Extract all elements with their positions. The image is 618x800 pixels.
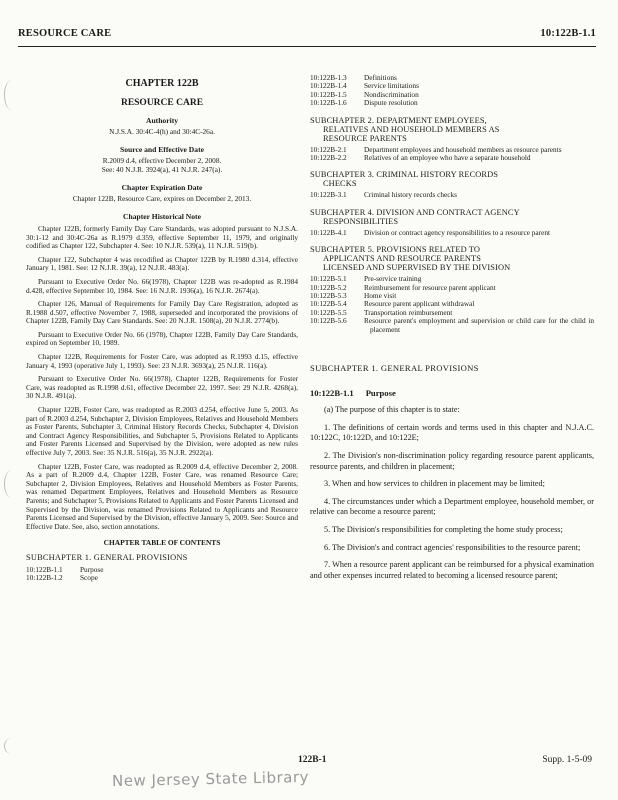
- toc-entry-title: Criminal history records checks: [364, 190, 458, 200]
- historical-note-heading: Chapter Historical Note: [123, 212, 201, 222]
- historical-note-paragraph: Pursuant to Executive Order No. 66(1978), Chapter 122B was re-adopted as R.1984 d.428, effective September 10, 1984. See: 16 N.J.R. 1936(a), 16 N.J.R. 2674(a).: [26, 276, 298, 295]
- library-watermark: New Jersey State Library: [111, 767, 310, 791]
- toc-subchapter-5-line-2: APPLICANTS AND RESOURCE PARENTS: [323, 254, 481, 264]
- expiration-text: Chapter 122B, Resource Care, expires on December 2, 2013.: [72, 193, 252, 203]
- chapter-number: CHAPTER 122B: [125, 78, 199, 89]
- purpose-item: 5. The Division's responsibilities for completing the home study process;: [324, 525, 563, 535]
- toc-entry-title: Home visit: [364, 291, 397, 301]
- purpose-item: 7. When a resource parent applicant can be reimbursed for a physical examination and other expenses incurred related to becoming a licensed resource parent;: [310, 560, 594, 580]
- scan-margin-mark: [4, 80, 19, 110]
- toc-entry-number: 10:122B-3.1: [310, 190, 347, 200]
- toc-entry-number: 10:122B-5.1: [310, 274, 347, 284]
- toc-entry-title: Reimbursement for resource parent applicant: [364, 282, 496, 292]
- toc-entry-number: 10:122B-1.5: [310, 89, 347, 99]
- historical-note-paragraph: Pursuant to Executive Order No. 66(1978), Chapter 122B, Requirements for Foster Care, was readopted as R.1998 d.61, effective December 22, 1997. See: 29 N.J.R. 4268(a), 30 N.J.R. 491(a).: [26, 374, 298, 401]
- toc-entry-number: 10:122B-2.1: [310, 144, 347, 154]
- toc-subchapter-4: [310, 208, 594, 226]
- toc-entry: [310, 191, 594, 199]
- toc-entry-number: 10:122B-1.3: [310, 73, 347, 82]
- purpose-item: 4. The circumstances under which a Department employee, household member, or relative can become a resource parent;: [310, 496, 594, 517]
- toc-entry-number: 10:122B-1.2: [26, 572, 63, 582]
- toc-entry-title: Resource parent's employment and supervision or child care for the child in placement: [364, 316, 594, 334]
- toc-subchapter-3: [310, 170, 594, 188]
- purpose-intro: (a) The purpose of this chapter is to state:: [324, 405, 460, 415]
- toc-entry: [310, 229, 594, 237]
- section-number: 10:122B-1.1: [310, 387, 354, 398]
- historical-note-paragraph: Chapter 122B, formerly Family Day Care Standards, was adopted pursuant to N.J.S.A. 30:1-12 and 30:4C-26a as R.1979 d.359, effective September 11, 1979, and originally codified as Chapter 122, Subchapter 4. See: 10 N.J.R. 539(a), 11 N.J.R. 519(b).: [26, 223, 298, 251]
- toc-subchapter-4-line-2: RESPONSIBILITIES: [323, 216, 399, 226]
- toc-subchapter-2-line-3: RESOURCE PARENTS: [323, 133, 407, 143]
- toc-entry-title: Transportation reimbursement: [364, 307, 453, 317]
- toc-subchapter-3-line-2: CHECKS: [323, 179, 357, 189]
- toc-entry-title: Resource parent applicant withdrawal: [364, 299, 475, 309]
- section-heading-purpose: [310, 389, 594, 398]
- toc-entry-title: Scope: [80, 572, 98, 582]
- purpose-item: 2. The Division's non-discrimination policy regarding resource parent applicants, resource parents, and children in placement;: [310, 451, 594, 471]
- toc-subchapter-2-line-2: RELATIVES AND HOUSEHOLD MEMBERS AS: [323, 124, 500, 134]
- toc-entry-number: 10:122B-5.4: [310, 299, 347, 309]
- chapter-title: RESOURCE CARE: [120, 97, 204, 108]
- purpose-item: 1. The definitions of certain words and terms used in this chapter and N.J.A.C. 10:122C, 10:122D, and 10:122E;: [310, 422, 594, 443]
- toc-entry-number: 10:122B-2.2: [310, 153, 347, 163]
- toc-subchapter-5: [310, 245, 594, 272]
- historical-note-paragraph: Chapter 122B, Foster Care, was readopted as R.2003 d.254, effective June 5, 2003. As part of R.2003 d.254, Subchapter 2, Division Employees, Relatives and Household Members as Foster Parents, Subchapter 3, Criminal History Records Checks, Subchapter 4, Division and Contract Agency Responsibilities, and Subchapter 5, Provisions Related to Applicants and Foster Parents Licensed and Supervised by the Division, were adopted as new rules effective July 7, 2003. See: 35 N.J.R. 516(a), 35 N.J.R. 2922(a).: [26, 405, 298, 457]
- toc-entry-number: 10:122B-5.2: [310, 282, 347, 292]
- scan-margin-mark: [4, 738, 19, 754]
- toc-entry: [310, 99, 594, 107]
- toc-entry-number: 10:122B-1.4: [310, 81, 347, 91]
- toc-entry: [26, 566, 298, 574]
- subchapter-1-heading: SUBCHAPTER 1. GENERAL PROVISIONS: [310, 363, 479, 374]
- toc-entry: [310, 284, 594, 292]
- toc-subchapter-3-line-1: SUBCHAPTER 3. CRIMINAL HISTORY RECORDS: [310, 170, 498, 180]
- toc-entry-title: Division or contract agency responsibilities to a resource parent: [364, 227, 551, 237]
- left-column: [26, 74, 298, 582]
- toc-entry-title: Dispute resolution: [364, 98, 418, 108]
- scan-margin-mark: [4, 470, 19, 498]
- historical-note-paragraph: Pursuant to Executive Order No. 66 (1978), Chapter 122B, Family Day Care Standards, expired on September 10, 1989.: [26, 329, 298, 348]
- section-title: Purpose: [365, 387, 396, 398]
- historical-note-paragraph: Chapter 122B, Foster Care, was readopted as R.2009 d.4, effective December 2, 2008. As a part of R.2009 d.4, Chapter 122B, Foster Care, was renamed Resource Care; Subchapter 2, Division Employees, Relatives and Household Members as Foster Parents, was renamed Department Employees, Relatives and Household Members as Resource Parents; and Subchapter 5, Provisions Related to Applicants and Foster Parents Licensed and Supervised by the Division, was renamed Provisions Related to Applicants and Resource Parents Licensed and Supervised by the Division, effective January 5, 2009. See: Source and Effective Date. See, also, section annotations.: [26, 461, 298, 531]
- right-column: [310, 74, 594, 581]
- toc-entry: [310, 74, 594, 82]
- header-rule: [18, 46, 596, 47]
- toc-subchapter-5-line-3: LICENSED AND SUPERVISED BY THE DIVISION: [323, 263, 511, 273]
- toc-entry-title: Department employees and household members as resource parents: [364, 144, 562, 154]
- toc-entry-title: Pre-service training: [364, 274, 422, 284]
- page-number: 122B-1: [298, 755, 327, 765]
- toc-subchapter-4-line-1: SUBCHAPTER 4. DIVISION AND CONTRACT AGENCY: [310, 207, 520, 217]
- toc-subchapter-5-line-1: SUBCHAPTER 5. PROVISIONS RELATED TO: [310, 245, 481, 255]
- authority-heading: Authority: [145, 116, 179, 126]
- historical-note-paragraph: Chapter 126, Manual of Requirements for Family Day Care Registration, adopted as R.1988 d.507, effective November 7, 1988, superseded and incorporated the provisions of Chapter 122B, Family Day Care Standards. See: 20 N.J.R. 1508(a), 20 N.J.R. 2774(b).: [26, 299, 298, 326]
- expiration-heading: Chapter Expiration Date: [121, 183, 203, 193]
- toc-entry-number: 10:122B-5.3: [310, 291, 347, 301]
- authority-text: N.J.S.A. 30:4C-4(h) and 30:4C-26a.: [109, 126, 215, 136]
- toc-entry-title: Relatives of an employee who have a separate household: [364, 153, 531, 163]
- table-of-contents-heading: CHAPTER TABLE OF CONTENTS: [103, 538, 221, 548]
- toc-entry-number: 10:122B-5.5: [310, 307, 347, 317]
- toc-entry: [310, 154, 594, 162]
- toc-entry-number: 10:122B-1.1: [26, 564, 63, 574]
- toc-subchapter-2-line-1: SUBCHAPTER 2. DEPARTMENT EMPLOYEES,: [310, 115, 487, 125]
- toc-entry: [310, 300, 594, 308]
- running-header-title: RESOURCE CARE: [18, 28, 112, 39]
- source-heading: Source and Effective Date: [119, 145, 204, 155]
- toc-subchapter-1: SUBCHAPTER 1. GENERAL PROVISIONS: [26, 552, 188, 562]
- toc-entry-title: Nondiscrimination: [364, 89, 419, 99]
- historical-note-paragraph: Chapter 122B, Requirements for Foster Care, was adopted as R.1993 d.15, effective January 4, 1993 (operative July 1, 1993). See: 23 N.J.R. 3693(a), 25 N.J.R. 116(a).: [26, 352, 298, 370]
- source-line-2: See: 40 N.J.R. 3924(a), 41 N.J.R. 247(a).: [101, 164, 223, 174]
- toc-entry: [310, 82, 594, 90]
- toc-entry: [26, 574, 298, 582]
- purpose-item: 3. When and how services to children in placement may be limited;: [324, 479, 545, 489]
- source-line-1: R.2009 d.4, effective December 2, 2008.: [102, 155, 222, 165]
- running-header-section: 10:122B-1.1: [540, 28, 596, 39]
- supplement-date: Supp. 1-5-09: [542, 755, 592, 765]
- toc-entry-title: Definitions: [364, 73, 397, 82]
- historical-note-paragraph: Chapter 122, Subchapter 4 was recodified as Chapter 122B by R.1980 d.314, effective January 1, 1981. See: 12 N.J.R. 39(a), 12 N.J.R. 483(a).: [26, 254, 298, 273]
- toc-entry: [310, 317, 594, 334]
- toc-entry-number: 10:122B-5.6: [310, 316, 347, 326]
- toc-entry-title: Purpose: [80, 564, 104, 574]
- toc-entry-number: 10:122B-4.1: [310, 227, 347, 237]
- toc-subchapter-2: [310, 116, 594, 143]
- toc-entry-number: 10:122B-1.6: [310, 98, 347, 108]
- purpose-item: 6. The Division's and contract agencies' responsibilities to the resource parent;: [324, 542, 581, 552]
- toc-entry-title: Service limitations: [364, 81, 419, 91]
- toc-entry: [310, 91, 594, 99]
